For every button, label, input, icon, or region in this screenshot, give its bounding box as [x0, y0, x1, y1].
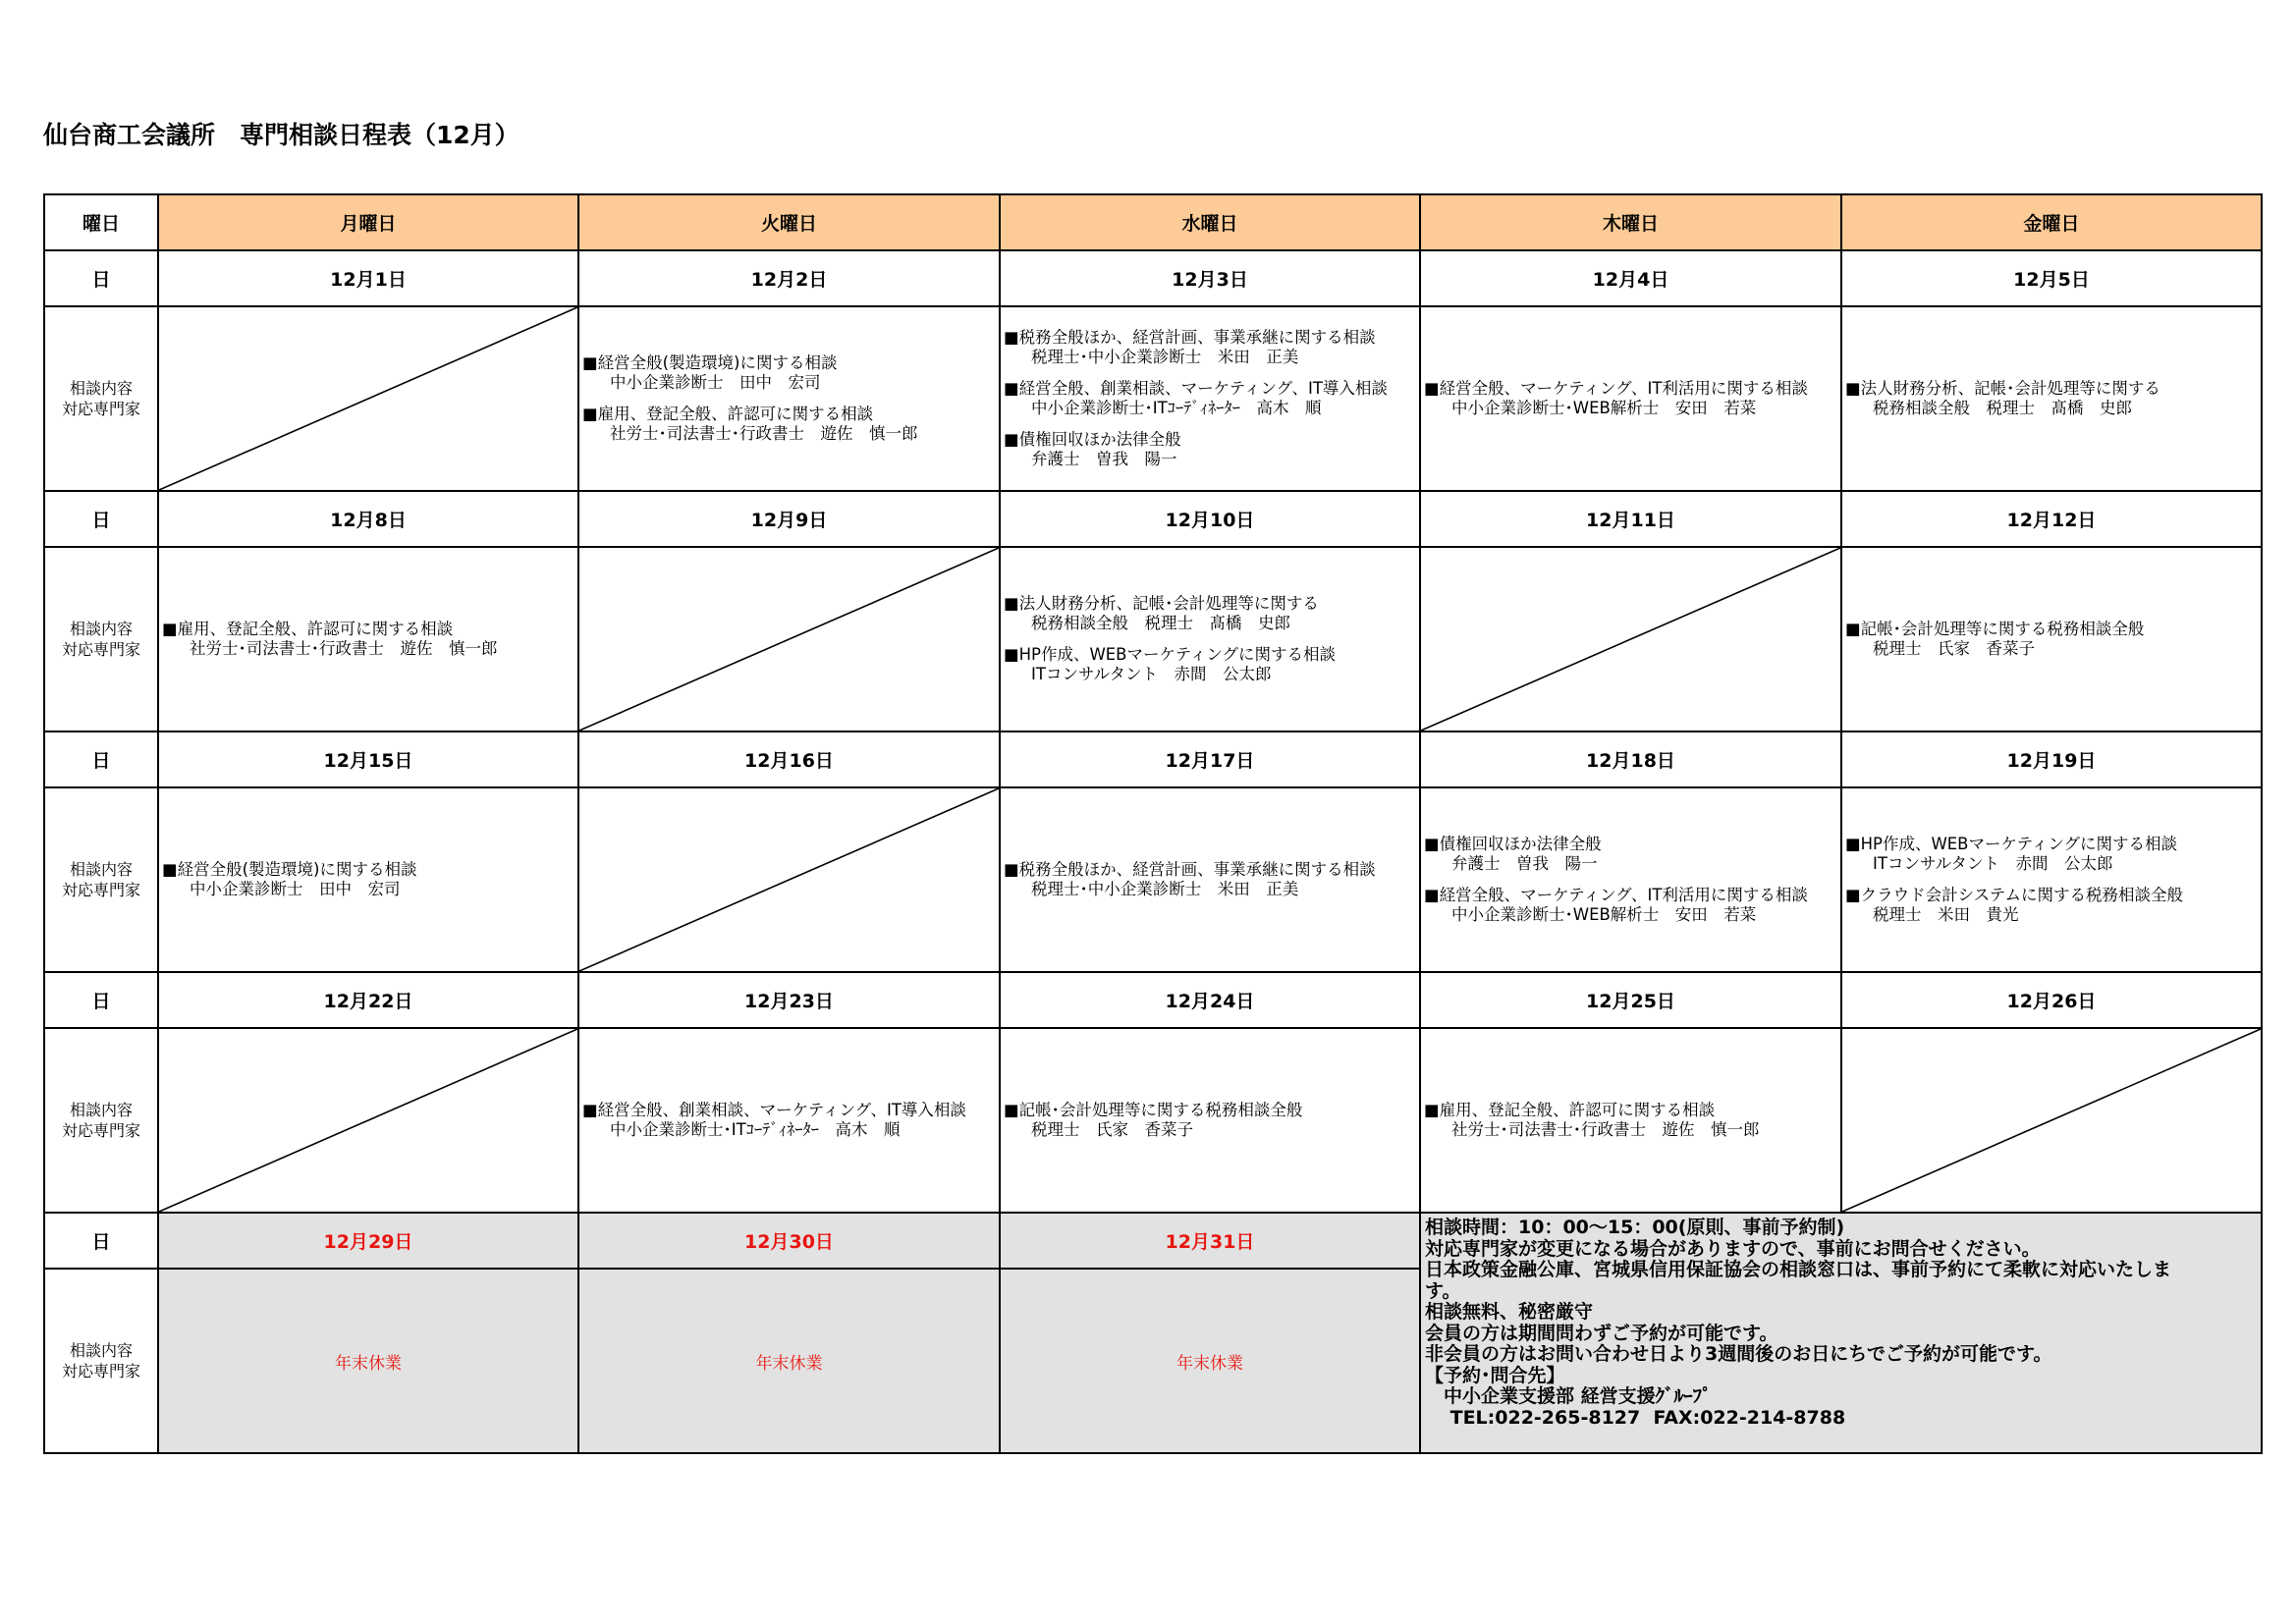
consult-entry	[1845, 886, 2261, 925]
date-tuesday: 12月9日	[578, 491, 1000, 547]
date-wednesday: 12月17日	[1000, 731, 1420, 787]
consult-label: 相談内容	[69, 620, 133, 638]
info-line: す。	[1425, 1279, 1461, 1302]
date-tuesday: 12月2日	[578, 250, 1000, 306]
consult-expert: 税理士 米田 貴光	[1873, 905, 2019, 924]
holiday-date-tuesday: 12月30日	[578, 1213, 1000, 1269]
consult-expert: 税理士 氏家 香菜子	[1873, 639, 2035, 658]
date-thursday: 12月11日	[1420, 491, 1841, 547]
consult-label: 相談内容	[69, 860, 133, 879]
consult-entries	[579, 1101, 999, 1140]
consult-entries	[1001, 328, 1419, 469]
consult-entries	[1421, 835, 1840, 925]
consult-expert: 中小企業診断士 田中 宏司	[610, 373, 821, 392]
consult-expert: 税理士 氏家 香菜子	[1031, 1120, 1193, 1139]
consult-cell-friday	[1841, 547, 2262, 731]
consult-cell-friday	[1841, 1028, 2262, 1213]
consult-topic: ■法人財務分析、記帳･会計処理等に関する	[1845, 379, 2160, 398]
consult-entry	[1004, 430, 1419, 469]
content-row	[44, 1028, 2262, 1213]
info-line: 中小企業支援部 経営支援ｸﾞﾙｰﾌﾟ	[1425, 1385, 1712, 1407]
schedule-table	[43, 193, 2263, 1454]
consult-entry	[1424, 886, 1840, 925]
no-session-slash	[159, 307, 577, 490]
header-monday: 月曜日	[158, 194, 578, 250]
holiday-cell-tuesday: 年末休業	[578, 1269, 1000, 1453]
consult-cell-friday	[1841, 787, 2262, 972]
no-session-slash	[1421, 548, 1840, 731]
date-thursday: 12月25日	[1420, 972, 1841, 1028]
expert-label: 対応専門家	[61, 881, 140, 899]
consult-topic: ■経営全般(製造環境)に関する相談	[582, 353, 838, 372]
header-friday: 金曜日	[1841, 194, 2262, 250]
consult-entries	[159, 620, 577, 659]
date-wednesday: 12月10日	[1000, 491, 1420, 547]
holiday-cell-wednesday: 年末休業	[1000, 1269, 1420, 1453]
no-session-slash	[579, 788, 999, 971]
consult-cell-wednesday	[1000, 1028, 1420, 1213]
consult-cell-tuesday	[578, 1028, 1000, 1213]
date-tuesday: 12月16日	[578, 731, 1000, 787]
info-line: 相談無料、秘密厳守	[1425, 1301, 1594, 1323]
consult-cell-monday	[158, 306, 578, 491]
holiday-date-wednesday: 12月31日	[1000, 1213, 1420, 1269]
content-row-label	[44, 306, 158, 491]
consult-cell-tuesday	[578, 306, 1000, 491]
info-line: 非会員の方はお問い合わせ日より3週間後のお日にちでご予約が可能です。	[1425, 1343, 2052, 1365]
consult-expert: 税理士･中小企業診断士 米田 正美	[1031, 880, 1299, 898]
header-tuesday: 火曜日	[578, 194, 1000, 250]
consult-entries	[1421, 1101, 1840, 1140]
consult-expert: ITコンサルタント 赤間 公太郎	[1873, 854, 2113, 873]
content-row-label	[44, 1269, 158, 1453]
consult-topic: ■経営全般、マーケティング、IT利活用に関する相談	[1424, 886, 1808, 904]
consult-cell-monday	[158, 787, 578, 972]
expert-label: 対応専門家	[61, 1362, 140, 1380]
consult-expert: 中小企業診断士･ITｺｰﾃﾞｨﾈｰﾀｰ 高木 順	[610, 1120, 901, 1139]
info-line: 相談時間：10：00～15：00(原則、事前予約制)	[1425, 1217, 1845, 1238]
consult-expert: 弁護士 曽我 陽一	[1031, 450, 1177, 468]
consult-expert: 社労士･司法書士･行政書士 遊佐 慎一郎	[1451, 1120, 1760, 1139]
consult-cell-wednesday	[1000, 787, 1420, 972]
consult-entry	[582, 405, 999, 444]
date-row-label: 日	[44, 250, 158, 306]
consult-expert: 中小企業診断士 田中 宏司	[190, 880, 401, 898]
consult-expert: 中小企業診断士･WEB解析士 安田 若菜	[1451, 399, 1757, 417]
consult-cell-wednesday	[1000, 306, 1420, 491]
consult-label: 相談内容	[69, 379, 133, 398]
consult-entry	[1004, 645, 1419, 684]
date-row	[44, 250, 2262, 306]
consult-topic: ■法人財務分析、記帳･会計処理等に関する	[1004, 594, 1319, 613]
consult-expert: 弁護士 曽我 陽一	[1451, 854, 1598, 873]
consult-topic: ■クラウド会計システムに関する税務相談全般	[1845, 886, 2183, 904]
consult-topic: ■記帳･会計処理等に関する税務相談全般	[1845, 620, 2145, 638]
consult-topic: ■債権回収ほか法律全般	[1004, 430, 1181, 449]
header-wednesday: 水曜日	[1000, 194, 1420, 250]
consult-entry	[1004, 1101, 1419, 1140]
expert-label: 対応専門家	[61, 640, 140, 659]
header-thursday: 木曜日	[1420, 194, 1841, 250]
consult-entry	[582, 353, 999, 393]
content-row-label	[44, 547, 158, 731]
consult-entry	[1004, 594, 1419, 633]
date-monday: 12月22日	[158, 972, 578, 1028]
consult-topic: ■経営全般、創業相談、マーケティング、IT導入相談	[582, 1101, 966, 1119]
consult-cell-monday	[158, 1028, 578, 1213]
consult-expert: 社労士･司法書士･行政書士 遊佐 慎一郎	[610, 424, 918, 443]
consult-expert: 中小企業診断士･ITｺｰﾃﾞｨﾈｰﾀｰ 高木 順	[1031, 399, 1322, 417]
consult-expert: 税務相談全般 税理士 髙橋 史郎	[1873, 399, 2132, 417]
date-row-label: 日	[44, 972, 158, 1028]
date-friday: 12月26日	[1841, 972, 2262, 1028]
header-row	[44, 194, 2262, 250]
consult-entry	[1845, 835, 2261, 874]
weekday-label: 曜日	[44, 194, 158, 250]
date-wednesday: 12月24日	[1000, 972, 1420, 1028]
consult-cell-monday	[158, 547, 578, 731]
holiday-date-monday: 12月29日	[158, 1213, 578, 1269]
info-line: 【予約･問合先】	[1425, 1364, 1565, 1386]
date-wednesday: 12月3日	[1000, 250, 1420, 306]
consult-label: 相談内容	[69, 1341, 133, 1360]
date-row-label: 日	[44, 491, 158, 547]
consult-entry	[1424, 379, 1840, 418]
content-row	[44, 547, 2262, 731]
consult-entries	[1001, 1101, 1419, 1140]
info-line: 日本政策金融公庫、宮城県信用保証協会の相談窓口は、事前予約にて柔軟に対応いたしま	[1425, 1259, 2172, 1280]
consult-cell-friday	[1841, 306, 2262, 491]
consult-topic: ■経営全般(製造環境)に関する相談	[162, 860, 417, 879]
consult-topic: ■債権回収ほか法律全般	[1424, 835, 1602, 853]
consult-cell-thursday	[1420, 787, 1841, 972]
date-row	[44, 1213, 2262, 1269]
date-friday: 12月12日	[1841, 491, 2262, 547]
no-session-slash	[159, 1029, 577, 1212]
date-row	[44, 491, 2262, 547]
consult-topic: ■経営全般、創業相談、マーケティング、IT導入相談	[1004, 379, 1388, 398]
info-notes	[1420, 1213, 2262, 1453]
page-title: 仙台商工会議所 専門相談日程表（12月）	[43, 121, 519, 149]
consult-cell-thursday	[1420, 547, 1841, 731]
consult-entry	[1004, 379, 1419, 418]
consult-topic: ■税務全般ほか、経営計画、事業承継に関する相談	[1004, 860, 1376, 879]
consult-entry	[582, 1101, 999, 1140]
consult-topic: ■税務全般ほか、経営計画、事業承継に関する相談	[1004, 328, 1376, 347]
date-row	[44, 972, 2262, 1028]
consult-expert: 税理士･中小企業診断士 米田 正美	[1031, 348, 1299, 366]
holiday-cell-monday: 年末休業	[158, 1269, 578, 1453]
consult-entries	[159, 860, 577, 899]
consult-topic: ■雇用、登記全般、許認可に関する相談	[582, 405, 874, 423]
consult-expert: 社労士･司法書士･行政書士 遊佐 慎一郎	[190, 639, 498, 658]
consult-cell-tuesday	[578, 787, 1000, 972]
date-friday: 12月19日	[1841, 731, 2262, 787]
consult-topic: ■HP作成、WEBマーケティングに関する相談	[1004, 645, 1337, 664]
content-row-label	[44, 787, 158, 972]
consult-entry	[162, 860, 577, 899]
consult-topic: ■HP作成、WEBマーケティングに関する相談	[1845, 835, 2178, 853]
no-session-slash	[1842, 1029, 2261, 1212]
consult-expert: 中小企業診断士･WEB解析士 安田 若菜	[1451, 905, 1757, 924]
consult-entries	[1421, 379, 1840, 418]
info-line: TEL:022-265-8127 FAX:022-214-8788	[1425, 1406, 1846, 1429]
consult-entry	[1845, 379, 2261, 418]
content-row	[44, 306, 2262, 491]
date-tuesday: 12月23日	[578, 972, 1000, 1028]
date-row-label: 日	[44, 731, 158, 787]
content-row	[44, 787, 2262, 972]
consult-entries	[579, 353, 999, 444]
consult-entry	[1424, 835, 1840, 874]
content-row-label	[44, 1028, 158, 1213]
consult-topic: ■経営全般、マーケティング、IT利活用に関する相談	[1424, 379, 1808, 398]
date-monday: 12月1日	[158, 250, 578, 306]
consult-topic: ■雇用、登記全般、許認可に関する相談	[162, 620, 454, 638]
date-monday: 12月15日	[158, 731, 578, 787]
consult-entry	[162, 620, 577, 659]
date-thursday: 12月18日	[1420, 731, 1841, 787]
expert-label: 対応専門家	[61, 1121, 140, 1140]
expert-label: 対応専門家	[61, 400, 140, 418]
consult-cell-wednesday	[1000, 547, 1420, 731]
consult-entry	[1004, 860, 1419, 899]
consult-topic: ■雇用、登記全般、許認可に関する相談	[1424, 1101, 1716, 1119]
consult-cell-thursday	[1420, 1028, 1841, 1213]
consult-entries	[1842, 835, 2261, 925]
date-thursday: 12月4日	[1420, 250, 1841, 306]
consult-topic: ■記帳･会計処理等に関する税務相談全般	[1004, 1101, 1303, 1119]
consult-expert: 税務相談全般 税理士 髙橋 史郎	[1031, 614, 1290, 632]
date-friday: 12月5日	[1841, 250, 2262, 306]
consult-cell-tuesday	[578, 547, 1000, 731]
consult-entries	[1842, 379, 2261, 418]
consult-entry	[1004, 328, 1419, 367]
date-row	[44, 731, 2262, 787]
consult-expert: ITコンサルタント 赤間 公太郎	[1031, 665, 1272, 683]
consult-label: 相談内容	[69, 1101, 133, 1119]
date-row-label: 日	[44, 1213, 158, 1269]
consult-entry	[1845, 620, 2261, 659]
date-monday: 12月8日	[158, 491, 578, 547]
consult-cell-thursday	[1420, 306, 1841, 491]
consult-entries	[1842, 620, 2261, 659]
consult-entries	[1001, 860, 1419, 899]
no-session-slash	[579, 548, 999, 731]
info-line: 対応専門家が変更になる場合がありますので、事前にお問合せください。	[1425, 1237, 2041, 1260]
info-line: 会員の方は期間問わずご予約が可能です。	[1425, 1322, 1778, 1344]
consult-entry	[1424, 1101, 1840, 1140]
consult-entries	[1001, 594, 1419, 684]
